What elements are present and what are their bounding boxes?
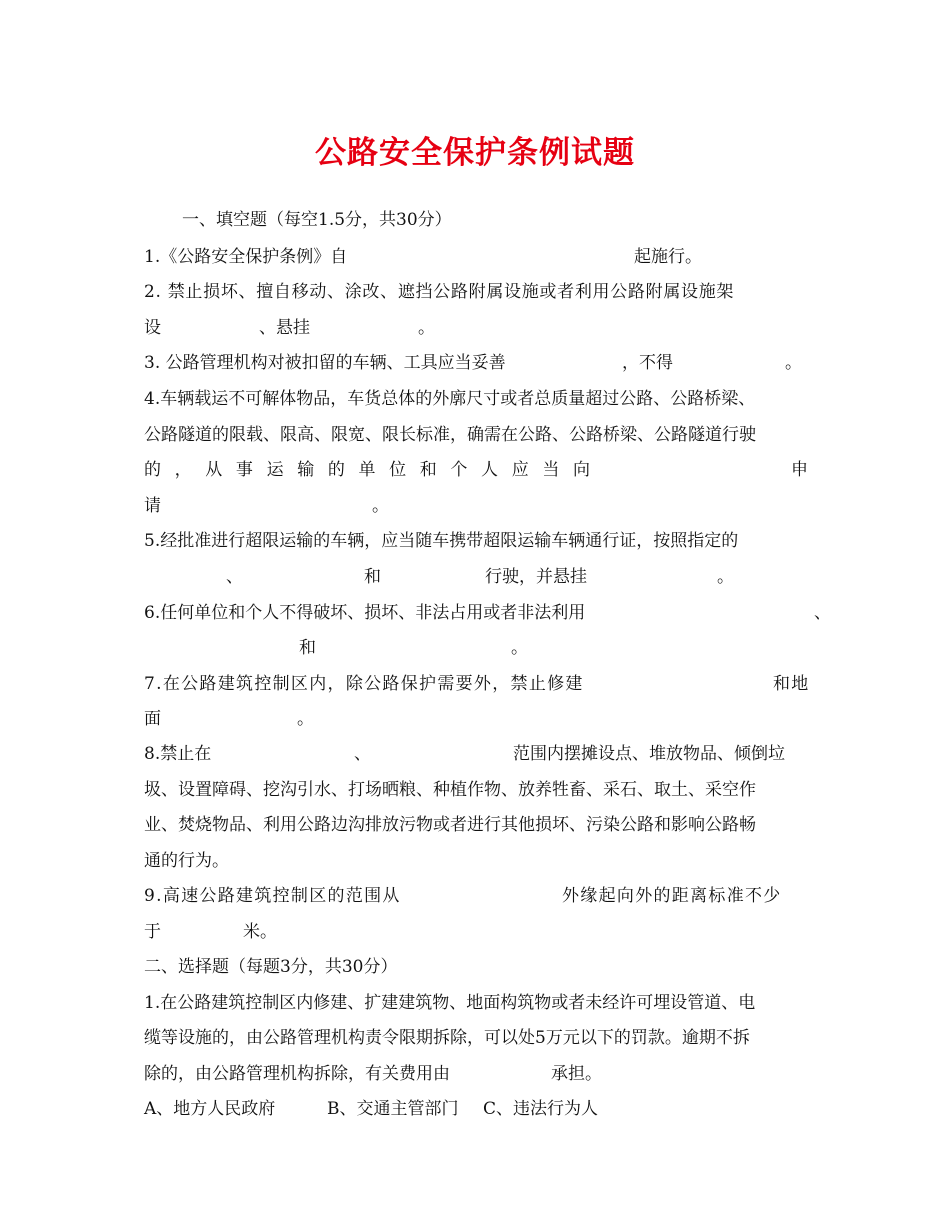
section2-heading: 二、选择题（每题3分，共30分）: [144, 957, 398, 977]
s2-q1-line-3-a: 除的，由公路管理机构拆除，有关费用由: [144, 1064, 450, 1084]
q9-line-1-a: 9.高速公路建筑控制区的范围从: [144, 886, 401, 906]
page-title: 公路安全保护条例试题: [315, 135, 635, 171]
q4-line-2: 公路隧道的限载、限高、限宽、限长标准，确需在公路、公路桥梁、公路隧道行驶: [144, 425, 756, 445]
option-a: A、地方人民政府: [144, 1099, 276, 1119]
q9-line-2-a: 于: [144, 922, 161, 942]
q4-line-4-a: 请: [144, 496, 161, 516]
q8-line-4: 通的行为。: [144, 851, 229, 871]
q4-line-4-b: 。: [372, 496, 389, 516]
q4-line-3: 的 ， 从 事 运 输 的 单 位 和 个 人 应 当 向: [144, 460, 590, 480]
q2-line-2-a: 设: [144, 318, 161, 338]
q4-line-3-end: 申: [791, 460, 808, 480]
q6-line-2-a: 和: [299, 638, 316, 658]
q8-line-2: 圾、设置障碍、挖沟引水、打场晒粮、种植作物、放养牲畜、采石、取土、采空作: [144, 780, 756, 800]
q4-line-1: 4.车辆载运不可解体物品，车货总体的外廓尺寸或者总质量超过公路、公路桥梁、: [144, 389, 756, 409]
q6-line-2-b: 。: [511, 638, 528, 658]
q5-line-1: 5.经批准进行超限运输的车辆，应当随车携带超限运输车辆通行证，按照指定的: [144, 531, 739, 551]
q8-line-3: 业、焚烧物品、利用公路边沟排放污物或者进行其他损坏、污染公路和影响公路畅: [144, 815, 756, 835]
q9-line-2-b: 米。: [243, 922, 277, 942]
q7-line-1-b: 和地: [773, 674, 810, 694]
q5-line-2-c: 行驶，并悬挂: [485, 567, 587, 587]
q3-text-c: 。: [785, 353, 802, 373]
q8-line-1-a: 8.禁止在: [144, 744, 212, 764]
q8-line-1-b: 、: [354, 744, 371, 764]
q1-text-b: 起施行。: [634, 247, 702, 267]
q6-line-1-a: 6.任何单位和个人不得破坏、损坏、非法占用或者非法利用: [144, 603, 586, 623]
q2-line-2-c: 。: [418, 318, 435, 338]
option-b: B、交通主管部门: [327, 1099, 459, 1119]
q5-line-2-d: 。: [717, 567, 734, 587]
q8-line-1-c: 范围内摆摊设点、堆放物品、倾倒垃: [513, 744, 785, 764]
q7-line-1-a: 7.在公路建筑控制区内，除公路保护需要外，禁止修建: [144, 674, 584, 694]
section1-heading: 一、填空题（每空1.5分，共30分）: [182, 210, 452, 230]
s2-q1-line-2: 缆等设施的，由公路管理机构责令限期拆除，可以处5万元以下的罚款。逾期不拆: [144, 1028, 750, 1048]
q3-text-a: 3. 公路管理机构对被扣留的车辆、工具应当妥善: [144, 353, 506, 373]
q5-line-2-b: 和: [364, 567, 381, 587]
q5-line-2-a: 、: [226, 567, 243, 587]
q1-text-a: 1.《公路安全保护条例》自: [144, 247, 348, 267]
q2-line-2-b: 、悬挂: [259, 318, 310, 338]
q7-line-2-b: 。: [297, 709, 314, 729]
s2-q1-line-3-b: 承担。: [551, 1064, 602, 1084]
q3-text-b: ，不得: [622, 353, 673, 373]
q7-line-2-a: 面: [144, 709, 161, 729]
q2-line-1: 2. 禁止损坏、擅自移动、涂改、遮挡公路附属设施或者利用公路附属设施架: [144, 282, 735, 302]
q6-line-1-b: 、: [814, 603, 831, 623]
option-c: C、违法行为人: [483, 1099, 599, 1119]
q9-line-1-b: 外缘起向外的距离标准不少: [562, 886, 782, 906]
s2-q1-line-1: 1.在公路建筑控制区内修建、扩建建筑物、地面构筑物或者未经许可埋设管道、电: [144, 993, 756, 1013]
